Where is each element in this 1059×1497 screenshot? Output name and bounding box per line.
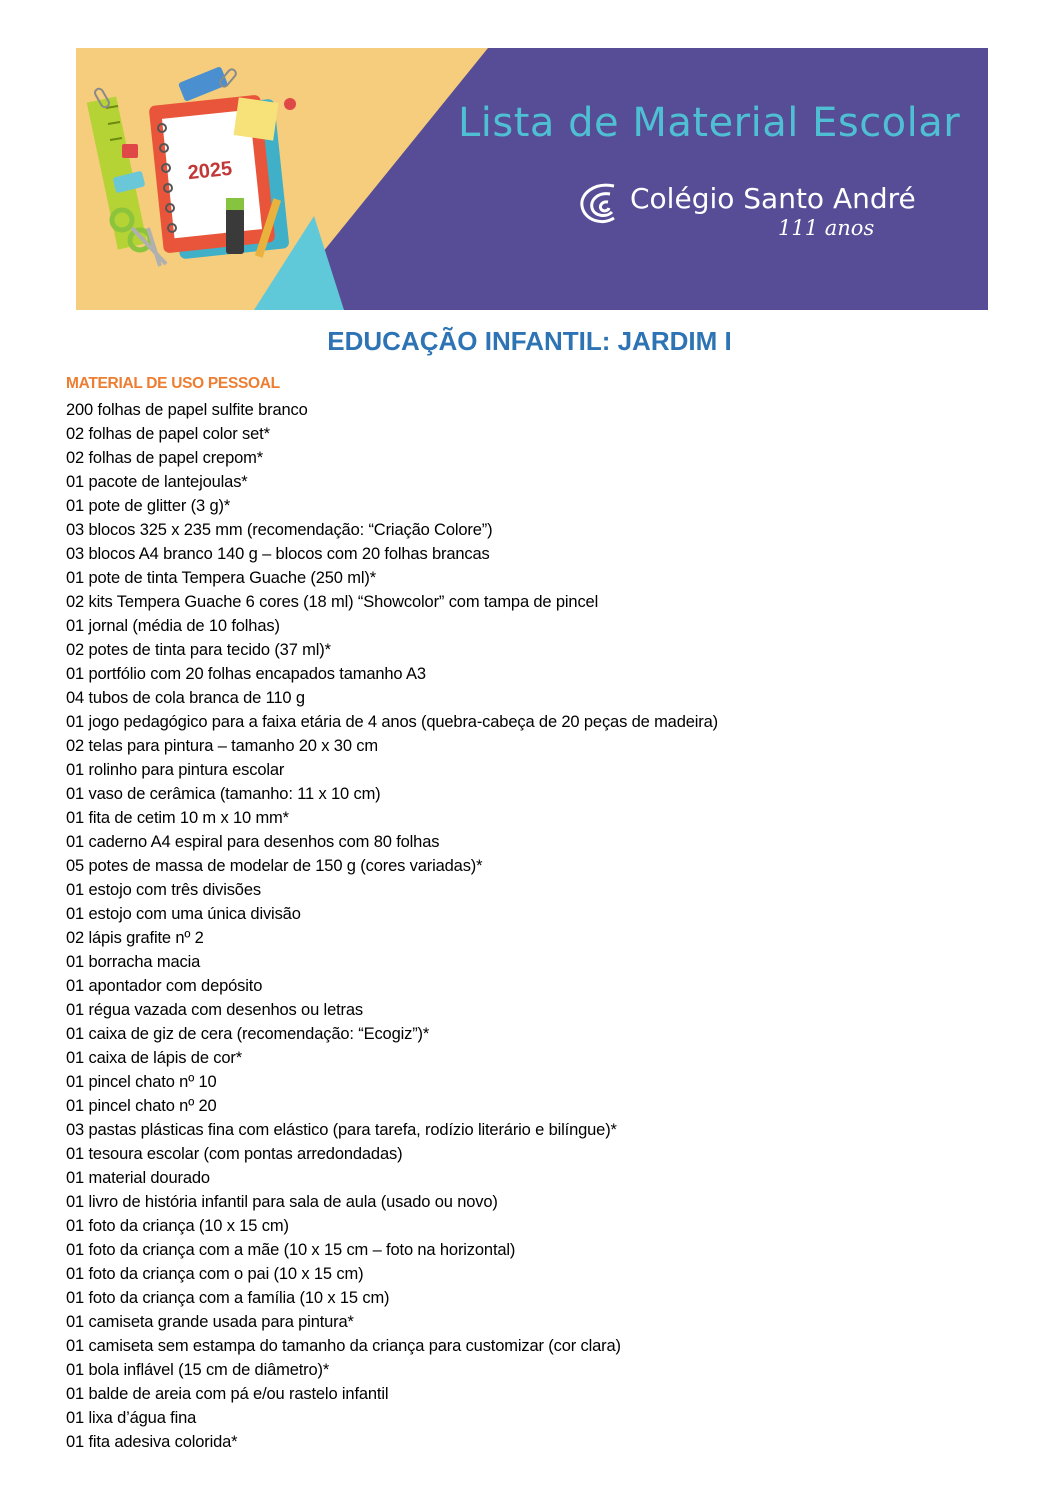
section-heading: MATERIAL DE USO PESSOAL (66, 375, 280, 392)
list-item: 03 pastas plásticas fina com elástico (para tarefa, rodízio literário e bilíngue)* (66, 1121, 617, 1139)
list-item: 02 folhas de papel color set* (66, 425, 270, 443)
list-item: 03 blocos 325 x 235 mm (recomendação: “Criação Colore”) (66, 521, 493, 539)
list-item: 01 camiseta sem estampa do tamanho da criança para customizar (cor clara) (66, 1337, 621, 1355)
list-item: 02 lápis grafite nº 2 (66, 929, 204, 947)
list-item: 01 foto da criança com a família (10 x 15 cm) (66, 1289, 390, 1307)
push-pin-icon (284, 98, 296, 110)
list-item: 01 apontador com depósito (66, 977, 263, 995)
list-item: 01 caderno A4 espiral para desenhos com 80 folhas (66, 833, 440, 851)
list-item: 01 borracha macia (66, 953, 201, 971)
list-item: 01 tesoura escolar (com pontas arredondadas) (66, 1145, 403, 1163)
list-item: 03 blocos A4 branco 140 g – blocos com 20 folhas brancas (66, 545, 490, 563)
list-item: 01 estojo com três divisões (66, 881, 261, 899)
list-item: 05 potes de massa de modelar de 150 g (cores variadas)* (66, 857, 483, 875)
list-item: 01 caixa de giz de cera (recomendação: “Ecogiz”)* (66, 1025, 430, 1043)
list-item: 01 jogo pedagógico para a faixa etária de 4 anos (quebra-cabeça de 20 peças de madeira) (66, 713, 718, 731)
list-item: 02 potes de tinta para tecido (37 ml)* (66, 641, 331, 659)
list-item: 01 caixa de lápis de cor* (66, 1049, 243, 1067)
list-item: 01 balde de areia com pá e/ou rastelo infantil (66, 1385, 389, 1403)
list-item: 01 pincel chato nº 20 (66, 1097, 217, 1115)
school-name: Colégio Santo André (630, 182, 916, 215)
list-item: 01 pote de tinta Tempera Guache (250 ml)* (66, 569, 376, 587)
list-item: 01 estojo com uma única divisão (66, 905, 301, 923)
page-title: EDUCAÇÃO INFANTIL: JARDIM I (327, 326, 732, 356)
banner-title: Lista de Material Escolar (458, 100, 961, 146)
list-item: 01 foto da criança (10 x 15 cm) (66, 1217, 289, 1235)
material-list (66, 398, 718, 1454)
list-item: 01 fita de cetim 10 m x 10 mm* (66, 809, 289, 827)
list-item: 01 lixa d’água fina (66, 1409, 197, 1427)
list-item: 01 camiseta grande usada para pintura* (66, 1313, 354, 1331)
list-item: 01 livro de história infantil para sala de aula (usado ou novo) (66, 1193, 498, 1211)
list-item: 01 pincel chato nº 10 (66, 1073, 217, 1091)
list-item: 200 folhas de papel sulfite branco (66, 401, 308, 419)
list-item: 01 material dourado (66, 1169, 210, 1187)
notebook-year: 2025 (186, 157, 234, 185)
list-item: 02 kits Tempera Guache 6 cores (18 ml) “Showcolor” com tampa de pincel (66, 593, 599, 611)
school-anniversary: 111 anos (778, 216, 875, 240)
list-item: 01 foto da criança com a mãe (10 x 15 cm – foto na horizontal) (66, 1241, 516, 1259)
list-item: 02 telas para pintura – tamanho 20 x 30 cm (66, 737, 378, 755)
list-item: 01 rolinho para pintura escolar (66, 761, 285, 779)
header-banner (76, 48, 988, 310)
list-item: 04 tubos de cola branca de 110 g (66, 689, 305, 707)
list-item: 01 fita adesiva colorida* (66, 1433, 238, 1451)
sticky-note-icon (234, 97, 279, 140)
list-item: 01 portfólio com 20 folhas encapados tamanho A3 (66, 665, 426, 683)
list-item: 01 foto da criança com o pai (10 x 15 cm) (66, 1265, 364, 1283)
sharpener-icon (122, 144, 138, 158)
list-item: 01 vaso de cerâmica (tamanho: 11 x 10 cm) (66, 785, 381, 803)
list-item: 01 jornal (média de 10 folhas) (66, 617, 280, 635)
list-item: 02 folhas de papel crepom* (66, 449, 263, 467)
list-item: 01 pacote de lantejoulas* (66, 473, 248, 491)
list-item: 01 régua vazada com desenhos ou letras (66, 1001, 363, 1019)
list-item: 01 pote de glitter (3 g)* (66, 497, 231, 515)
list-item: 01 bola inflável (15 cm de diâmetro)* (66, 1361, 330, 1379)
